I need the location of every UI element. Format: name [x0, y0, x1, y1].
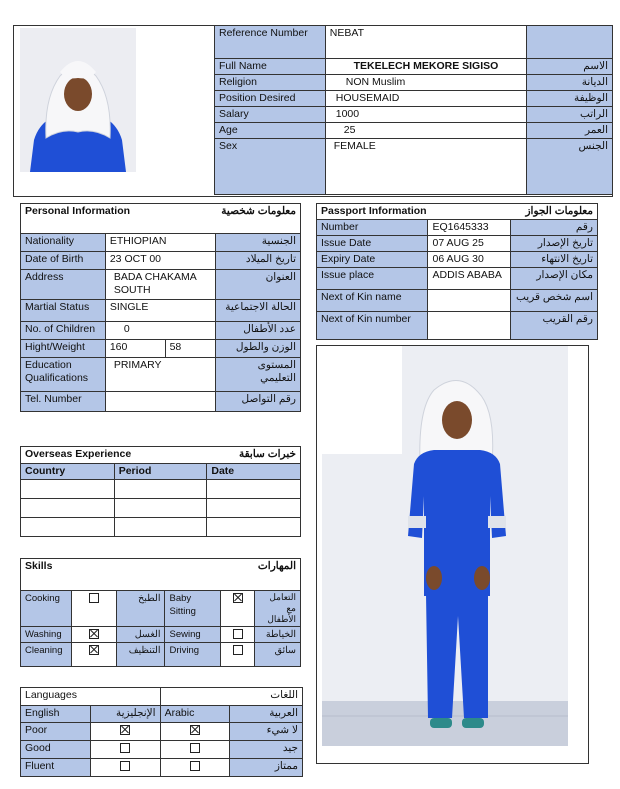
- children-label: No. of Children: [21, 322, 106, 340]
- height-weight-label: Hight/Weight: [21, 340, 106, 358]
- height-value: 160: [105, 340, 165, 358]
- english-fluent-checkbox[interactable]: [120, 761, 130, 771]
- full-name-label: Full Name: [215, 59, 326, 75]
- level-poor-ar: لا شيء: [230, 723, 303, 741]
- level-poor: Poor: [21, 723, 91, 741]
- kin-number-ar: رقم القريب: [511, 312, 598, 340]
- sewing-checkbox[interactable]: [233, 629, 243, 639]
- marital-value: SINGLE: [105, 300, 215, 322]
- marital-ar: الحالة الاجتماعية: [216, 300, 301, 322]
- address-ar: العنوان: [216, 270, 301, 300]
- issue-place-value: ADDIS ABABA: [428, 268, 511, 290]
- address-value: BADA CHAKAMA SOUTH: [105, 270, 215, 300]
- expiry-date-value: 06 AUG 30: [428, 252, 511, 268]
- tel-label: Tel. Number: [21, 392, 106, 412]
- skill-cleaning: Cleaning: [21, 643, 72, 667]
- kin-name-value: [428, 290, 511, 312]
- arabic-good-checkbox[interactable]: [190, 743, 200, 753]
- personal-title: Personal Information: [25, 205, 131, 217]
- level-good: Good: [21, 741, 91, 759]
- reference-value: NEBAT: [325, 26, 526, 59]
- skills-title-ar: المهارات: [257, 560, 296, 572]
- education-ar: المستوى التعليمي: [216, 358, 301, 392]
- full-body-photo: [322, 346, 568, 746]
- skill-baby-sitting: Baby Sitting: [165, 591, 221, 627]
- religion-label: Religion: [215, 75, 326, 91]
- position-value: HOUSEMAID: [325, 91, 526, 107]
- issue-place-label: Issue place: [317, 268, 428, 290]
- position-label: Position Desired: [215, 91, 326, 107]
- overseas-title-ar: خبرات سابقة: [238, 448, 296, 460]
- address-label: Address: [21, 270, 106, 300]
- tel-ar: رقم التواصل: [216, 392, 301, 412]
- col-period: Period: [114, 464, 207, 480]
- baby-sitting-checkbox[interactable]: [233, 593, 243, 603]
- skill-driving-ar: سائق: [255, 643, 301, 667]
- languages-table: [20, 687, 303, 777]
- kin-name-label: Next of Kin name: [317, 290, 428, 312]
- education-label: Education Qualifications: [21, 358, 106, 392]
- lang-arabic-ar: العربية: [230, 706, 303, 723]
- children-value: 0: [105, 322, 215, 340]
- level-good-ar: جيد: [230, 741, 303, 759]
- expiry-date-ar: تاريخ الانتهاء: [511, 252, 598, 268]
- education-value: PRIMARY: [105, 358, 215, 392]
- col-date: Date: [207, 464, 301, 480]
- level-fluent-ar: ممتاز: [230, 759, 303, 777]
- height-weight-ar: الوزن والطول: [216, 340, 301, 358]
- overseas-table: [20, 446, 301, 537]
- col-country: Country: [21, 464, 115, 480]
- cleaning-checkbox[interactable]: [89, 645, 99, 655]
- full-name-ar: الاسم: [527, 59, 613, 75]
- passport-number-label: Number: [317, 220, 428, 236]
- lang-arabic: Arabic: [160, 706, 230, 723]
- passport-title-ar: معلومات الجواز: [525, 205, 593, 217]
- tel-value: [105, 392, 215, 412]
- table-row: [21, 480, 301, 499]
- skill-sewing-ar: الخياطة: [255, 627, 301, 643]
- religion-value: NON Muslim: [325, 75, 526, 91]
- passport-number-ar: رقم: [511, 220, 598, 236]
- skill-sewing: Sewing: [165, 627, 221, 643]
- reference-label: Reference Number: [215, 26, 326, 59]
- issue-date-ar: تاريخ الإصدار: [511, 236, 598, 252]
- weight-value: 58: [165, 340, 216, 358]
- arabic-fluent-checkbox[interactable]: [190, 761, 200, 771]
- skill-cooking: Cooking: [21, 591, 72, 627]
- personal-info-table: [20, 203, 301, 412]
- portrait-photo: [20, 28, 136, 172]
- skill-baby-sitting-ar: التعامل مع الأطفال: [255, 591, 301, 627]
- passport-title: Passport Information: [321, 205, 427, 217]
- nationality-value: ETHIOPIAN: [105, 234, 215, 252]
- salary-ar: الراتب: [527, 107, 613, 123]
- nationality-label: Nationality: [21, 234, 106, 252]
- religion-ar: الديانة: [527, 75, 613, 91]
- skills-table: [20, 558, 301, 667]
- passport-info-table: [316, 203, 598, 340]
- sex-ar: الجنس: [527, 139, 613, 195]
- sex-label: Sex: [215, 139, 326, 195]
- age-ar: العمر: [527, 123, 613, 139]
- dob-label: Date of Birth: [21, 252, 106, 270]
- skill-washing-ar: الغسل: [116, 627, 165, 643]
- children-ar: عدد الأطفال: [216, 322, 301, 340]
- kin-name-ar: اسم شخص قريب: [511, 290, 598, 312]
- languages-title-ar: اللغات: [160, 688, 302, 706]
- skill-washing: Washing: [21, 627, 72, 643]
- table-row: [21, 499, 301, 518]
- age-value: 25: [325, 123, 526, 139]
- english-good-checkbox[interactable]: [120, 743, 130, 753]
- driving-checkbox[interactable]: [233, 645, 243, 655]
- position-ar: الوظيفة: [527, 91, 613, 107]
- lang-english-ar: الإنجليزية: [90, 706, 160, 723]
- overseas-title: Overseas Experience: [25, 448, 132, 460]
- age-label: Age: [215, 123, 326, 139]
- skill-cooking-ar: الطبخ: [116, 591, 165, 627]
- skills-title: Skills: [25, 560, 53, 572]
- skill-driving: Driving: [165, 643, 221, 667]
- dob-ar: تاريخ الميلاد: [216, 252, 301, 270]
- salary-value: 1000: [325, 107, 526, 123]
- table-row: [21, 518, 301, 537]
- issue-date-label: Issue Date: [317, 236, 428, 252]
- level-fluent: Fluent: [21, 759, 91, 777]
- lang-english: English: [21, 706, 91, 723]
- top-info-table: [214, 25, 613, 195]
- marital-label: Martial Status: [21, 300, 106, 322]
- full-name-value: TEKELECH MEKORE SIGISO: [325, 59, 526, 75]
- personal-title-ar: معلومات شخصية: [221, 205, 296, 217]
- passport-number-value: EQ1645333: [428, 220, 511, 236]
- issue-date-value: 07 AUG 25: [428, 236, 511, 252]
- kin-number-label: Next of Kin number: [317, 312, 428, 340]
- dob-value: 23 OCT 00: [105, 252, 215, 270]
- skill-cleaning-ar: التنظيف: [116, 643, 165, 667]
- washing-checkbox[interactable]: [89, 629, 99, 639]
- arabic-poor-checkbox[interactable]: [190, 725, 200, 735]
- sex-value: FEMALE: [325, 139, 526, 195]
- languages-title: Languages: [21, 688, 161, 706]
- expiry-date-label: Expiry Date: [317, 252, 428, 268]
- kin-number-value: [428, 312, 511, 340]
- salary-label: Salary: [215, 107, 326, 123]
- cooking-checkbox[interactable]: [89, 593, 99, 603]
- nationality-ar: الجنسية: [216, 234, 301, 252]
- english-poor-checkbox[interactable]: [120, 725, 130, 735]
- issue-place-ar: مكان الإصدار: [511, 268, 598, 290]
